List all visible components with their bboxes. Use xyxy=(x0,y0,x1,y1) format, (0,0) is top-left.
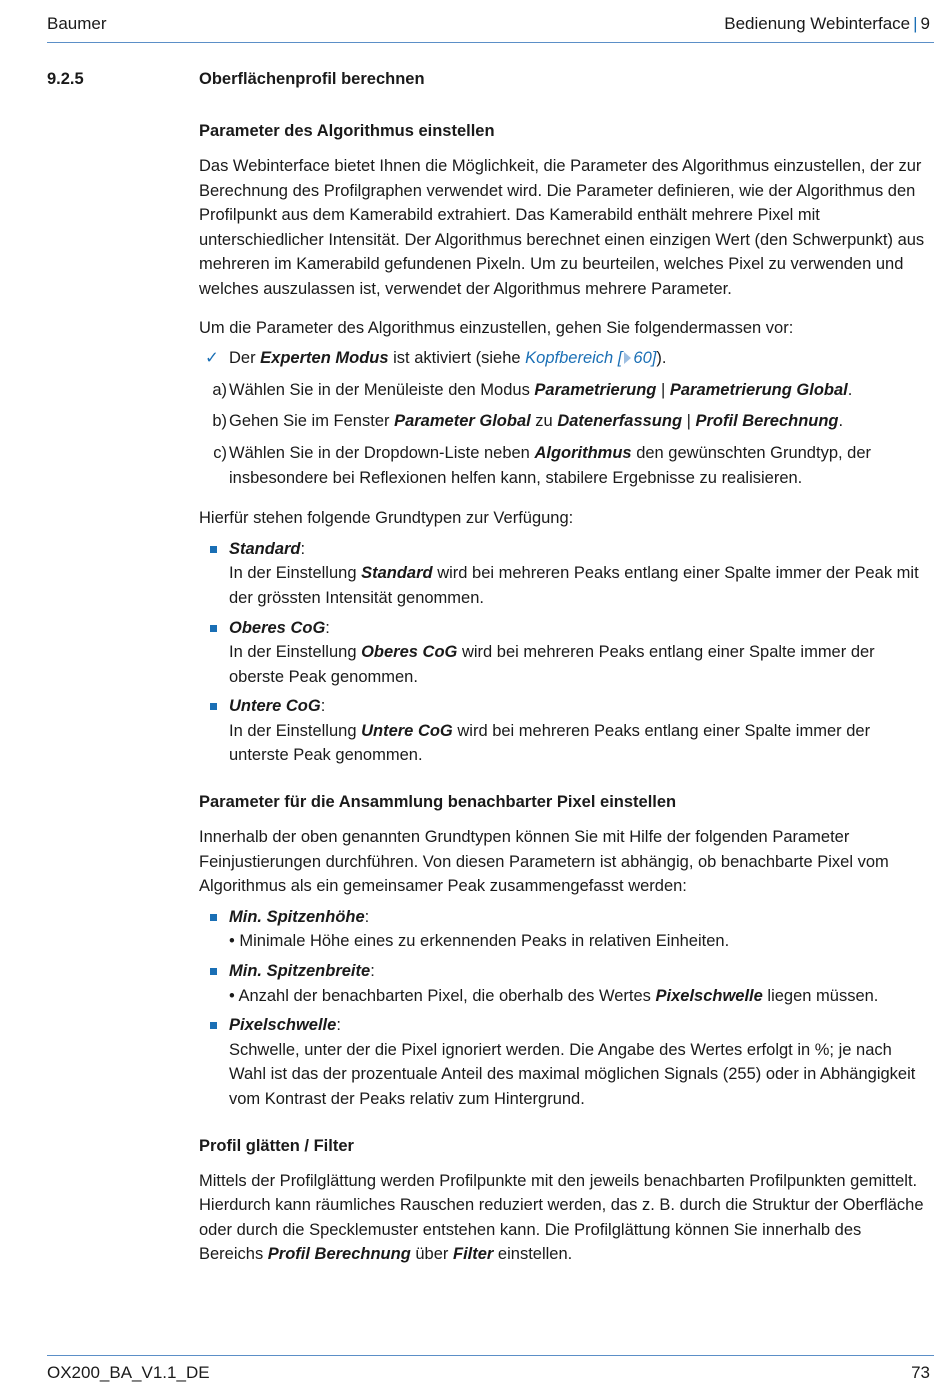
header-chapter-title: Bedienung Webinterface xyxy=(724,14,911,33)
square-bullet-icon xyxy=(210,968,217,975)
header-brand: Baumer xyxy=(47,14,107,33)
square-bullet-icon xyxy=(210,703,217,710)
kopfbereich-link[interactable] xyxy=(525,349,656,367)
step-a-submenu: Parametrierung Global xyxy=(669,380,848,399)
footer-rule xyxy=(47,1355,934,1356)
precondition-step xyxy=(199,346,927,371)
param-name: Pixelschwelle xyxy=(229,1016,337,1035)
param-description-name: Pixelschwelle xyxy=(655,986,763,1005)
step-b-section: Datenerfassung xyxy=(557,412,683,431)
type-description xyxy=(229,640,927,689)
step-a-text: Wählen Sie in der Menüleiste den Modus xyxy=(229,380,535,399)
type-description-text-2: wird bei mehreren Peaks entlang einer Spalte immer der Peak mit der grössten Intensität genommen. xyxy=(229,564,919,607)
step-a-separator: | xyxy=(656,380,670,399)
precondition-text-2: ist aktiviert (siehe xyxy=(388,349,526,368)
header-chapter xyxy=(724,14,930,34)
type-description-text: In der Einstellung xyxy=(229,643,362,662)
section-number: 9.2.5 xyxy=(47,70,84,88)
pixel-parameter-list xyxy=(199,905,927,1112)
type-description xyxy=(229,561,927,610)
smooth-area-name: Profil Berechnung xyxy=(267,1245,411,1264)
list-item xyxy=(199,959,927,1008)
smooth-text-3: einstellen. xyxy=(493,1245,573,1264)
step-c-text-2: den gewünschten Grundtyp, der insbesondere bei Reflexionen helfen kann, stabilere Ergebnisse zu realisieren. xyxy=(229,443,872,487)
precondition-mode-name: Experten Modus xyxy=(260,349,389,368)
type-description-text-2: wird bei mehreren Peaks entlang einer Spalte immer der oberste Peak genommen. xyxy=(229,643,875,686)
step-b-text-2: zu xyxy=(530,412,558,431)
main-content xyxy=(199,115,927,1281)
param-name: Min. Spitzenhöhe xyxy=(229,907,365,926)
type-name: Standard xyxy=(229,539,301,558)
smooth-filter-name: Filter xyxy=(453,1245,494,1264)
header-chapter-number: 9 xyxy=(920,14,930,33)
page-header xyxy=(47,14,934,38)
precondition-text-3: ). xyxy=(656,349,667,368)
step-b xyxy=(199,409,927,434)
param-description-text: • Anzahl der benachbarten Pixel, die oberhalb des Wertes xyxy=(229,986,656,1005)
list-item xyxy=(199,694,927,768)
type-colon: : xyxy=(325,618,330,637)
step-c-dropdown-name: Algorithmus xyxy=(534,443,632,462)
list-item xyxy=(199,1013,927,1111)
smooth-heading: Profil glätten / Filter xyxy=(199,1136,354,1155)
step-b-separator: | xyxy=(682,412,696,431)
smooth-text: Mittels der Profilglättung werden Profilpunkte mit den jeweils benachbarten Profilpunkten gemittelt. Hierdurch kann räumliches Rauschen reduziert werden, das z. B. durch die Struktur der Oberfläche oder durch die Specklemuster entstehen kann. Die Profilglättung können Sie innerhalb des Bereichs xyxy=(199,1171,924,1264)
pixel-intro-paragraph: Innerhalb der oben genannten Grundtypen können Sie mit Hilfe der folgenden Parameter Feinjustierungen durchführen. Von diesen Parametern ist abhängig, ob benachbarte Pixel vom Algorithmus als ein gemeinsamer Peak zusammengefasst werden: xyxy=(199,828,889,896)
square-bullet-icon xyxy=(210,625,217,632)
algo-lead-paragraph: Um die Parameter des Algorithmus einzustellen, gehen Sie folgendermassen vor: xyxy=(199,318,794,337)
param-description xyxy=(229,984,927,1009)
checkmark-icon: ✓ xyxy=(205,349,219,368)
param-colon: : xyxy=(370,962,375,981)
step-c xyxy=(199,441,927,490)
header-separator: | xyxy=(913,14,918,33)
type-description-text: In der Einstellung xyxy=(229,721,362,740)
step-a-menu: Parametrierung xyxy=(534,380,657,399)
square-bullet-icon xyxy=(210,1022,217,1029)
type-name: Untere CoG xyxy=(229,697,321,716)
step-a-marker: a) xyxy=(212,380,227,399)
precondition-text: Der xyxy=(229,349,261,368)
algo-heading: Parameter des Algorithmus einstellen xyxy=(199,122,495,140)
param-name: Min. Spitzenbreite xyxy=(229,962,371,981)
step-b-marker: b) xyxy=(212,412,227,431)
type-description xyxy=(229,719,927,768)
type-colon: : xyxy=(300,539,306,558)
type-description-text: In der Einstellung xyxy=(229,564,362,583)
param-description-text-2: liegen müssen. xyxy=(762,986,879,1005)
type-name: Oberes CoG xyxy=(229,618,326,637)
footer-page-number: 73 xyxy=(911,1363,930,1382)
kopfbereich-link-page: 60] xyxy=(633,349,657,368)
step-c-marker: c) xyxy=(213,443,227,462)
types-lead-paragraph: Hierfür stehen folgende Grundtypen zur Verfügung: xyxy=(199,509,574,528)
type-colon: : xyxy=(320,697,326,716)
square-bullet-icon xyxy=(210,546,217,553)
step-b-text: Gehen Sie im Fenster xyxy=(229,412,395,431)
param-description-text: • Minimale Höhe eines zu erkennenden Peaks in relativen Einheiten. xyxy=(229,932,730,951)
type-description-name: Untere CoG xyxy=(361,721,453,740)
param-description-text: Schwelle, unter der die Pixel ignoriert werden. Die Angabe des Wertes erfolgt in %; je nach Wahl ist das der prozentuale Anteil des maximal möglichen Signals (255) oder in Abhängigkeit vom Kontrast der Peaks relativ zum Hintergrund. xyxy=(229,1040,916,1108)
step-a xyxy=(199,378,927,403)
step-b-window: Parameter Global xyxy=(394,412,531,431)
param-description xyxy=(229,1038,927,1112)
type-description-text-2: wird bei mehreren Peaks entlang einer Spalte immer der unterste Peak genommen. xyxy=(229,721,871,765)
smooth-paragraph xyxy=(199,1169,927,1267)
square-bullet-icon xyxy=(210,914,217,921)
step-b-subsection: Profil Berechnung xyxy=(695,412,839,431)
type-description-name: Standard xyxy=(361,564,433,583)
step-b-end: . xyxy=(838,412,844,431)
list-item xyxy=(199,537,927,611)
smooth-text-2: über xyxy=(410,1245,453,1264)
section-title: Oberflächenprofil berechnen xyxy=(199,70,425,88)
param-description xyxy=(229,929,927,954)
list-item xyxy=(199,616,927,690)
list-item xyxy=(199,905,927,954)
footer-doc-id: OX200_BA_V1.1_DE xyxy=(47,1363,210,1382)
pixel-heading: Parameter für die Ansammlung benachbarter Pixel einstellen xyxy=(199,793,677,812)
param-colon: : xyxy=(364,907,370,926)
param-colon: : xyxy=(336,1016,341,1035)
algo-intro-paragraph: Das Webinterface bietet Ihnen die Möglichkeit, die Parameter des Algorithmus einzustellen, der zur Berechnung des Profilgraphen verwendet wird. Die Parameter definieren, wie der Algorithmus den Profilpunkt aus dem Kamerabild extrahiert. Das Kamerabild enthält mehrere Pixel mit unterschiedlicher Intensität. Der Algorithmus berechnet einen einzigen Wert (den Schwerpunkt) aus mehreren im Kamerabild gefundenen Pixeln. Um zu beurteilen, welches Pixel zu verwenden und welches auszulassen ist, verwendet der Algorithmus mehrere Parameter. xyxy=(199,157,925,298)
type-description-name: Oberes CoG xyxy=(361,643,458,662)
step-c-text: Wählen Sie in der Dropdown-Liste neben xyxy=(229,443,535,462)
kopfbereich-link-label: Kopfbereich [ xyxy=(525,349,623,368)
page-arrow-icon xyxy=(624,352,631,364)
algorithm-type-list xyxy=(199,537,927,768)
step-a-end: . xyxy=(847,380,853,399)
header-rule xyxy=(47,42,934,43)
